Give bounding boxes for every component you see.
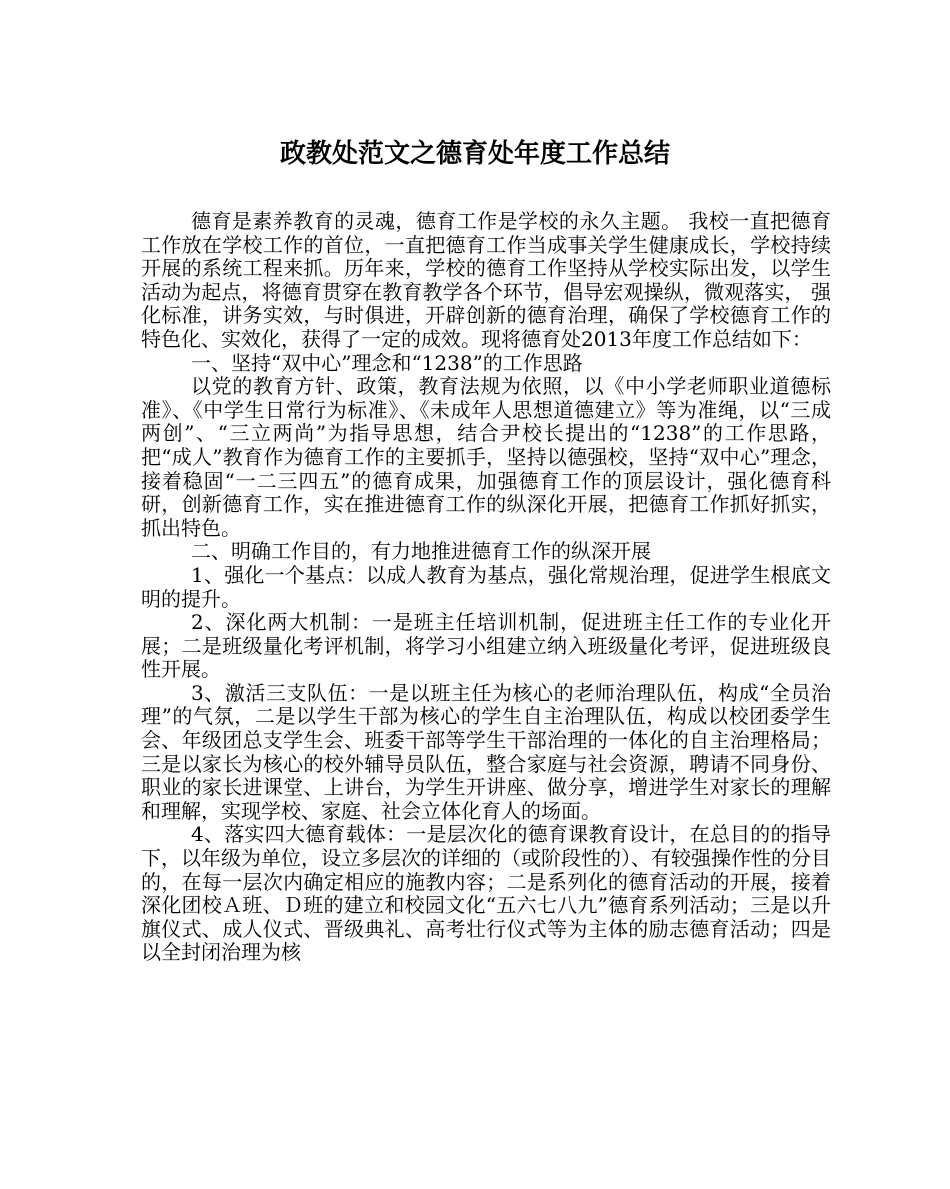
- document-body: [141, 210, 831, 965]
- paragraph-item-3: 3、激活三支队伍：一是以班主任为核心的老师治理队伍，构成“全员治理”的气氛，二是以学生干部为核心的学生自主治理队伍，构成以校团委学生会、年级团总支学生会、班委干部等学生干部治理的一体化的自主治理格局；三是以家长为核心的校外辅导员队伍，整合家庭与社会资源，聘请不同身份、职业的家长进课堂、上讲台，为学生开讲座、做分享，增进学生对家长的理解和理解，实现学校、家庭、社会立体化育人的场面。: [141, 680, 831, 823]
- document-title: 政教处范文之德育处年度工作总结: [279, 139, 670, 169]
- paragraph-intro: 德育是素养教育的灵魂，德育工作是学校的永久主题。 我校一直把德育工作放在学校工作的首位，一直把德育工作当成事关学生健康成长，学校持续开展的系统工程来抓。历年来，学校的德育工作坚持从学校实际出发，以学生活动为起点，将德育贯穿在教育教学各个环节，倡导宏观操纵，微观落实， 强化标准，讲务实效，与时俱进，开辟创新的德育治理，确保了学校德育工作的特色化、实效化，获得了一定的成效。现将德育处2013年度工作总结如下：: [141, 209, 831, 351]
- heading-section-2: 二、明确工作目的，有力地推进德育工作的纵深开展: [191, 539, 651, 564]
- paragraph-section-1: 以党的教育方针、政策，教育法规为依照，以《中小学老师职业道德标准》、《中学生日常行为标准》、《未成年人思想道德建立》等为准绳，以“三成两创”、“三立两尚”为指导思想，结合尹校长提出的“1238”的工作思路，把“成人”教育作为德育工作的主要抓手，坚持以德强校，坚持“双中心”理念，接着稳固“一二三四五”的德育成果，加强德育工作的顶层设计，强化德育科研，创新德育工作，实在推进德育工作的纵深化开展，把德育工作抓好抓实，抓出特色。: [141, 374, 831, 540]
- paragraph-item-1: 1、强化一个基点：以成人教育为基点，强化常规治理，促进学生根底文明的提升。: [141, 562, 831, 611]
- heading-section-1: 一、坚持“双中心”理念和“1238”的工作思路: [191, 350, 583, 375]
- paragraph-item-2: 2、深化两大机制：一是班主任培训机制，促进班主任工作的专业化开展；二是班级量化考评机制，将学习小组建立纳入班级量化考评，促进班级良性开展。: [141, 610, 831, 682]
- paragraph-item-4: 4、落实四大德育载体：一是层次化的德育课教育设计，在总目的的指导下，以年级为单位，设立多层次的详细的（或阶段性的）、有较强操作性的分目的，在每一层次内确定相应的施教内容；二是系列化的德育活动的开展，接着深化团校Ａ班、Ｄ班的建立和校园文化“五六七八九”德育系列活动；三是以升旗仪式、成人仪式、晋级典礼、高考壮行仪式等为主体的励志德育活动；四是以全封闭治理为核: [141, 822, 831, 965]
